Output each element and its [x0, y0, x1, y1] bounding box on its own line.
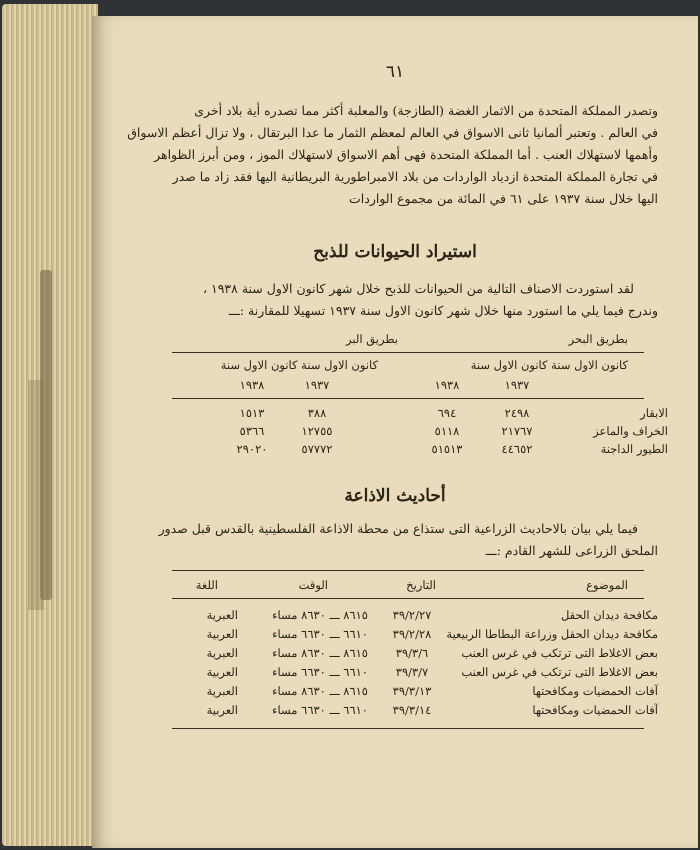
page-stain — [28, 380, 44, 610]
broadcast-time: ٨٦١٥ ـــ ٨٦٣٠ مساء — [272, 608, 368, 622]
row-value: ٥٧٧٧٢ — [301, 442, 333, 456]
section1-intro-line: وندرج فيما يلي ما استورد منها خلال شهر كانون الاول سنة ١٩٣٧ تسهيلا للمقارنة :ـــ — [228, 303, 658, 318]
table-rule — [172, 598, 644, 599]
row-value: ٣٨٨ — [307, 406, 327, 420]
broadcast-language: العبرية — [206, 646, 238, 660]
book-page — [92, 16, 698, 848]
year-label: ١٩٣٨ — [239, 378, 265, 392]
table-rule — [172, 728, 644, 729]
header-land: بطريق البر — [346, 332, 398, 346]
broadcast-language: العربية — [206, 703, 238, 717]
paragraph-line: اليها خلال سنة ١٩٣٧ على ٦١ في المائة من مجموع الواردات — [349, 191, 658, 206]
broadcast-time: ٨٦١٥ ـــ ٨٦٣٠ مساء — [272, 646, 368, 660]
row-item: الطيور الداجنة — [600, 442, 668, 456]
row-value: ٢٤٩٨ — [504, 406, 530, 420]
row-item: الخراف والماعز — [593, 424, 668, 438]
broadcast-time: ٦٦١٠ ـــ ٦٦٣٠ مساء — [272, 703, 368, 717]
broadcast-topic: مكافحة ديدان الحقل — [560, 608, 658, 622]
broadcast-language: العبرية — [206, 608, 238, 622]
broadcast-time: ٦٦١٠ ـــ ٦٦٣٠ مساء — [272, 627, 368, 641]
broadcast-topic: آفات الحمضيات ومكافحتها — [532, 703, 658, 717]
year-label: ١٩٣٨ — [434, 378, 460, 392]
header-time: الوقت — [298, 578, 328, 592]
sub-header-sea: كانون الاول سنة كانون الاول سنة — [470, 358, 628, 372]
header-topic: الموضوع — [586, 578, 628, 592]
section2-intro-line: فيما يلي بيان بالاحاديث الزراعية التى ستذاع من محطة الاذاعة الفلسطينية بالقدس قبل صدور — [158, 521, 638, 536]
row-value: ١٢٧٥٥ — [301, 424, 333, 438]
row-value: ١٥١٣ — [239, 406, 265, 420]
section1-intro-line: لقد استوردت الاصناف التالية من الحيوانات للذبح خلال شهر كانون الاول سنة ١٩٣٨ ، — [202, 281, 634, 296]
broadcast-date: ٣٩/٣/٧ — [395, 665, 429, 679]
page-number: ٦١ — [385, 62, 405, 82]
broadcast-language: العبرية — [206, 684, 238, 698]
broadcast-date: ٣٩/٢/٢٧ — [392, 608, 432, 622]
broadcast-date: ٣٩/٢/٢٨ — [392, 627, 432, 641]
header-language: اللغة — [195, 578, 218, 592]
broadcast-language: العربية — [206, 627, 238, 641]
table-rule — [172, 398, 644, 399]
row-value: ٤٤٦٥٢ — [501, 442, 533, 456]
broadcast-time: ٦٦١٠ ـــ ٦٦٣٠ مساء — [272, 665, 368, 679]
year-label: ١٩٣٧ — [304, 378, 330, 392]
row-item: الابقار — [640, 406, 668, 420]
paragraph-line: وأهمها لاستهلاك العنب . أما المملكة المتحدة فهى أهم الاسواق لاستهلاك الموز ، ومن أبرز الظواهر — [154, 147, 658, 162]
header-date: التاريخ — [406, 578, 436, 592]
table-rule — [172, 570, 644, 571]
section-heading-broadcasts: أحاديث الاذاعة — [344, 486, 446, 506]
broadcast-time: ٨٦١٥ ـــ ٨٦٣٠ مساء — [272, 684, 368, 698]
paragraph-line: في تجارة المملكة المتحدة ازدياد الواردات من بلاد الامبراطورية البريطانية اليها فقد زاد ما صدر — [172, 169, 658, 184]
broadcast-date: ٣٩/٣/١٣ — [392, 684, 432, 698]
year-label: ١٩٣٧ — [504, 378, 530, 392]
broadcast-topic: مكافحة ديدان الحقل وزراعة البطاطا الربيعية — [446, 627, 658, 641]
broadcast-date: ٣٩/٣/٦ — [395, 646, 429, 660]
sub-header-land: كانون الاول سنة كانون الاول سنة — [220, 358, 378, 372]
row-value: ٥٣٦٦ — [239, 424, 265, 438]
broadcast-topic: بعض الاغلاط التى ترتكب في غرس العنب — [461, 665, 658, 679]
row-value: ٦٩٤ — [437, 406, 457, 420]
table-rule — [172, 352, 644, 353]
broadcast-language: العربية — [206, 665, 238, 679]
broadcast-date: ٣٩/٣/١٤ — [392, 703, 432, 717]
section2-intro-line: الملحق الزراعى للشهر القادم :ـــ — [485, 543, 658, 558]
row-value: ٥١٥١٣ — [431, 442, 463, 456]
section-heading-livestock: استيراد الحيوانات للذبح — [313, 242, 477, 262]
paragraph-line: وتصدر المملكة المتحدة من الاثمار الغضة (الطازجة) والمعلبة أكثر مما تصدره أية بلاد أخرى — [194, 103, 658, 118]
row-value: ٥١١٨ — [434, 424, 460, 438]
paragraph-line: في العالم . وتعتبر ألمانيا ثانى الاسواق في العالم لمعظم الثمار ما عدا البرتقال ، ولا تزال أعظم الاسواق — [127, 125, 658, 140]
row-value: ٢٩٠٢٠ — [236, 442, 268, 456]
row-value: ٢١٧٦٧ — [501, 424, 533, 438]
broadcast-topic: آفات الحمضيات ومكافحتها — [532, 684, 658, 698]
broadcast-topic: بعض الاغلاط التى ترتكب في غرس العنب — [461, 646, 658, 660]
header-sea: بطريق البحر — [568, 332, 628, 346]
